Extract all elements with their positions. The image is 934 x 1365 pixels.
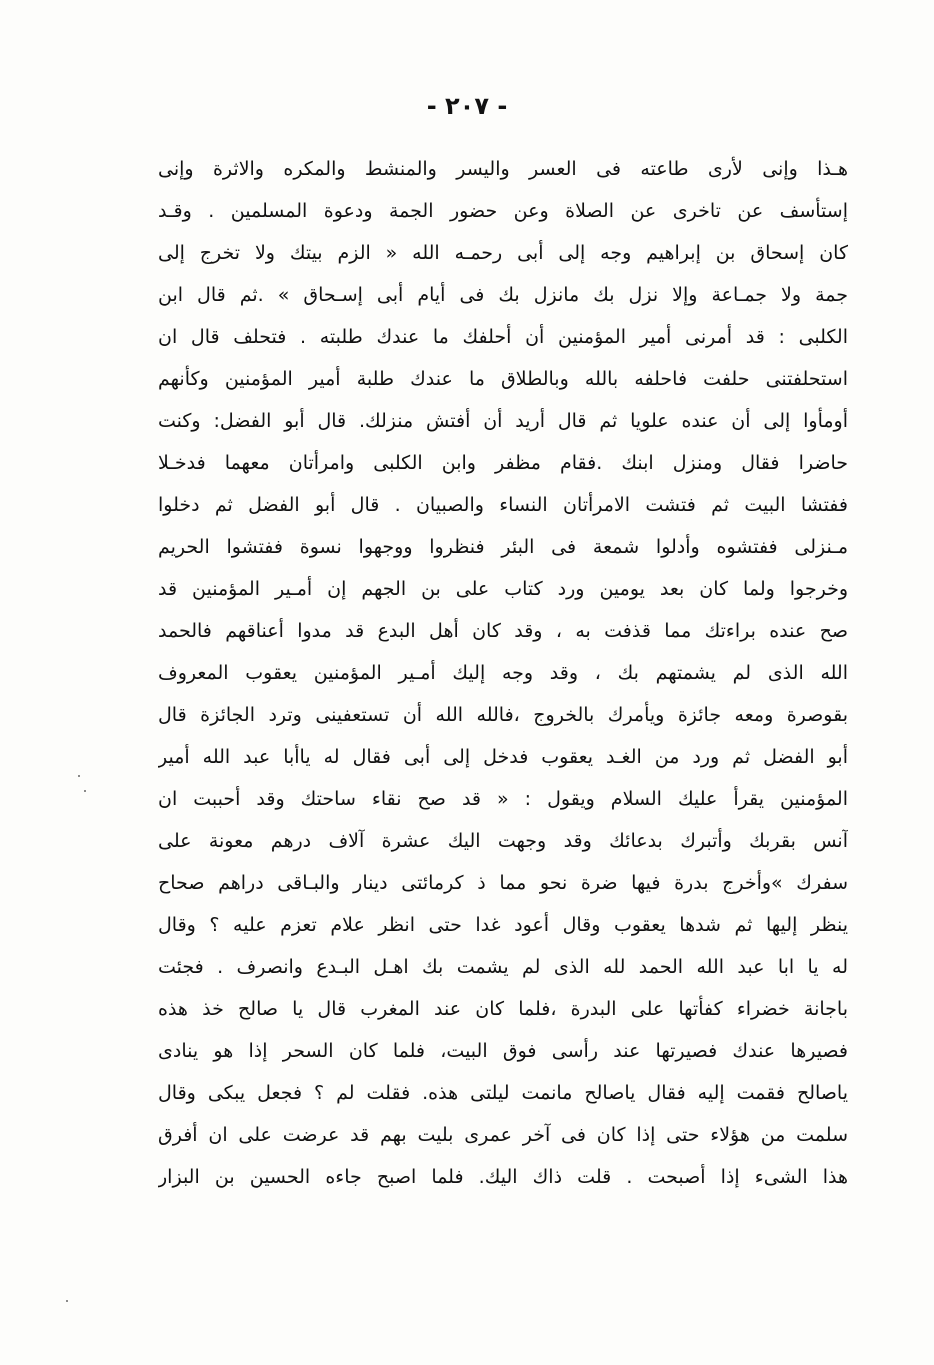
scan-speck [66, 1300, 68, 1302]
text-line: كان إسحاق بن إبراهيم وجه إلى أبى رحمـه الله « الزم بيتك ولا تخرج إلى [158, 242, 848, 264]
page-number: - ٢٠٧ - [426, 92, 508, 120]
text-line: مـنزلى ففتشوه وأدلوا شمعة فى البئر فنظروا ووجهوا نسوة ففتشوا الحريم [158, 536, 848, 558]
text-line: أبو الفضل ثم ورد من الغـد يعقوب فدخل إلى أبى فقال له ياأبا عبد الله أمير [158, 746, 848, 768]
text-line: صح عنده براءتك مما قذفت به ، وقد كان أهل البدع قد مدوا أعناقهم فالحمد [158, 620, 848, 642]
text-line: جمة ولا جمـاعة وإلا نزل بك مانزل بك فى أيام أبى إسـحاق » .ثم قال ابن [158, 284, 848, 306]
text-line: استحلفتنى حلفت فاحلفه بالله وبالطلاق ما عندك طلبة أمير المؤمنين وكأنهم [158, 368, 848, 390]
text-line: بقوصرة ومعه جائزة ويأمرك بالخروج ،فالله الله أن تستعفينى وترد الجائزة قال [158, 704, 848, 726]
body-text [158, 148, 848, 1198]
text-line: ففتشا البيت ثم فتشت الامرأتان النساء والصبيان . قال أبو الفضل ثم دخلوا [158, 494, 848, 516]
text-line: المؤمنين يقرأ عليك السلام ويقول : « قد صح نقاء ساحتك وقد أحببت ان [158, 788, 848, 810]
text-line: له يا ابا عبد الله الحمد لله الذى لم يشمت بك اهـل البـدع وانصرف . فجئت [158, 956, 848, 978]
text-line: آنس بقربك وأتبرك بدعائك وقد وجهت اليك عشرة آلاف درهم معونة على [158, 830, 848, 852]
text-line: وخرجوا ولما كان بعد يومين ورد كتاب على بن الجهم إن أمـير المؤمنين قد [158, 578, 848, 600]
scan-speck [84, 790, 86, 792]
text-line: أومأوا إلى أن عنده علويا ثم قال أريد أن أفتش منزلك. قال أبو الفضل: وكنت [158, 410, 848, 432]
text-line: هـذا وإنى لأرى طاعته فى العسر واليسر والمنشط والمكره والاثرة وإنى [158, 158, 848, 180]
text-line: فصيرها عندك فصيرتها عند رأسى فوق البيت، فلما كان السحر إذا هو ينادى [158, 1040, 848, 1062]
text-line: ياصالح فقمت إليه فقال ياصالح مانمت ليلتى هذه. فقلت لم ؟ فجعل يبكى وقال [158, 1082, 848, 1104]
scan-speck [78, 775, 80, 777]
text-line: ينظر إليها ثم شدها يعقوب وقال أعود غدا حتى انظر علام تعزم عليه ؟ وقال [158, 914, 848, 936]
text-line: سفرك »وأخرج بدرة فيها ضرة نحو مما ذ كرمائتى دينار والبـاقى دراهم صحاح [158, 872, 848, 894]
text-line: باجانة خضراء كفأتها على البدرة ،فلما كان عند المغرب قال يا صالح خذ هذه [158, 998, 848, 1020]
text-line: الكلبى : قد أمرنى أمير المؤمنين أن أحلفك ما عندك طلبته . فتحلف قال ان [158, 326, 848, 348]
text-line: سلمت من هؤلاء حتى إذا كان فى آخر عمرى بليت بهم قد عرضت على ان أفرق [158, 1124, 848, 1146]
text-line: حاضرا فقال ومنزل ابنك .فقام مظفر وابن الكلبى وامرأتان معهما فدخـلا [158, 452, 848, 474]
text-line: إستأسف عن تاخرى عن الصلاة وعن حضور الجمة ودعوة المسلمين . وقـد [158, 200, 848, 222]
text-line: الله الذى لم يشمتهم بك ، وقد وجه إليك أمـير المؤمنين يعقوب المعروف [158, 662, 848, 684]
text-line: هذا الشىء إذا أصبحت . قلت ذاك اليك. فلما اصبح جاءه الحسين بن البزار [158, 1166, 848, 1188]
